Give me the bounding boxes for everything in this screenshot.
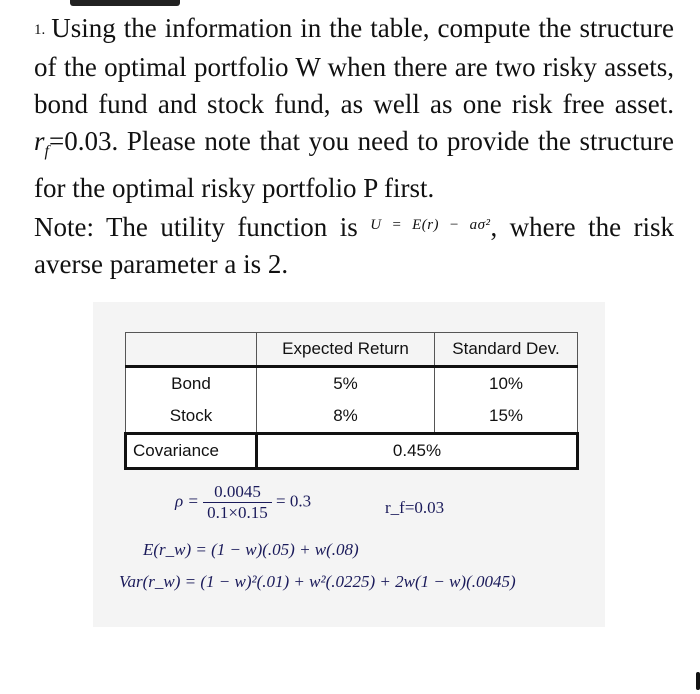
rho-formula [175,482,311,523]
row-label-bond: Bond [126,367,257,401]
covariance-row [126,434,578,469]
header-expected-return: Expected Return [257,333,435,367]
stock-std-dev: 15% [435,400,578,434]
rho-result: = 0.3 [275,491,312,511]
covariance-value: 0.45% [257,434,578,469]
bond-std-dev: 10% [435,367,578,401]
rf-formula: r_f=0.03 [385,498,445,517]
table-header-row [126,333,578,367]
expected-return-formula: E(r_w) = (1 − w)(.05) + w(.08) [143,540,359,559]
rho-denominator: 0.1×0.15 [207,503,268,522]
question-number: 1. [34,22,46,38]
utility-formula: U = E(r) − aσ² [370,217,491,233]
table-row [126,367,578,401]
header-std-dev: Standard Dev. [435,333,578,367]
stock-expected-return: 8% [257,400,435,434]
scrollbar-thumb[interactable] [696,672,700,690]
covariance-label: Covariance [126,434,257,469]
variance-formula: Var(r_w) = (1 − w)²(.01) + w²(.0225) + 2w(1 − w)(.0045) [119,572,516,591]
rf-value: =0.03. [48,126,119,156]
rho-fraction [203,482,272,523]
rf-subscript: f [44,143,49,160]
note-suffix: , where the risk averse parameter a is 2. [34,212,675,279]
header-empty [126,333,257,367]
question-body-part2: Please note that you need to provide the structure for the optimal risky portfolio P first. [34,126,675,203]
rf-symbol: r [34,126,45,156]
rho-numerator: 0.0045 [203,482,272,503]
slide-image [93,302,605,627]
question-body-part1: Using the information in the table, compute the structure of the optimal portfolio W when there are two risky assets, bond fund and stock fund, as well as one risk free asset. [34,13,674,119]
bond-expected-return: 5% [257,367,435,401]
row-label-stock: Stock [126,400,257,434]
note-prefix: Note: The utility function is [34,212,358,242]
rho-prefix: ρ = [175,491,199,511]
top-edge-mark [70,0,180,6]
data-table [124,332,579,470]
table-row [126,400,578,434]
question-text [34,10,674,283]
